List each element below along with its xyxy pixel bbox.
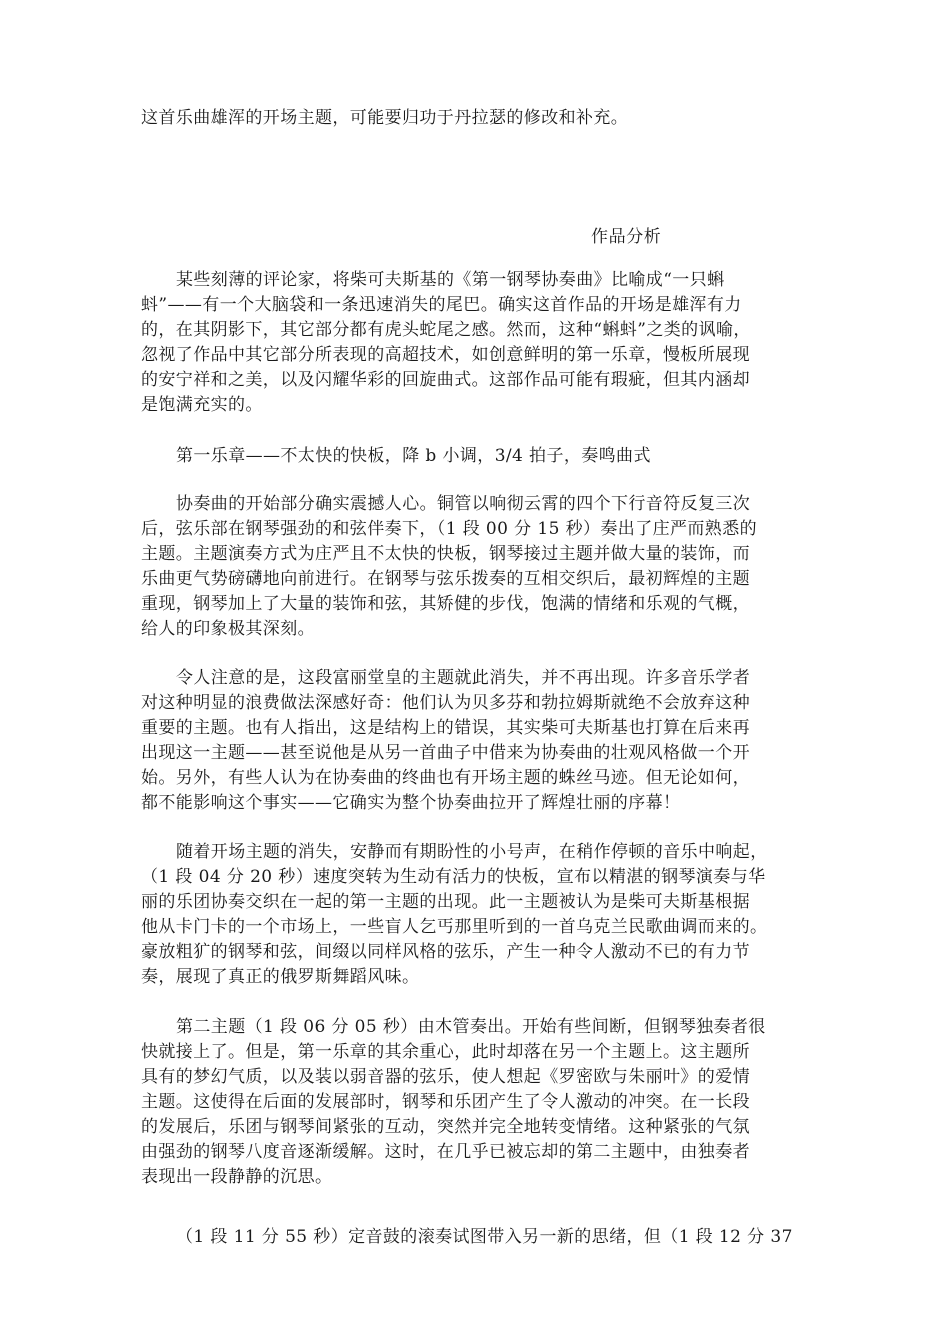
paragraph-line: 他从卡门卡的一个市场上，一些盲人乞丐那里听到的一首乌克兰民歌曲调而来的。 [141,917,768,937]
paragraph-line: 丽的乐团协奏交织在一起的第一主题的出现。此一主题被认为是柴可夫斯基根据 [141,892,750,912]
paragraph-line: 快就接上了。但是，第一乐章的其余重心，此时却落在另一个主题上。这主题所 [141,1042,750,1062]
paragraph-line: 对这种明显的浪费做法深感好奇：他们认为贝多芬和勃拉姆斯就绝不会放弃这种 [141,693,750,713]
paragraph-line: 忽视了作品中其它部分所表现的高超技术，如创意鲜明的第一乐章，慢板所展现 [141,345,750,365]
section-title: 作品分析 [591,227,662,247]
paragraph-line: 始。另外，有些人认为在协奏曲的终曲也有开场主题的蛛丝马迹。但无论如何， [141,768,750,788]
paragraph-line: 重要的主题。也有人指出，这是结构上的错误，其实柴可夫斯基也打算在后来再 [141,718,750,738]
paragraph-line: 的安宁祥和之美，以及闪耀华彩的回旋曲式。这部作品可能有瑕疵，但其内涵却 [141,370,750,390]
paragraph-line: 出现这一主题——甚至说他是从另一首曲子中借来为协奏曲的壮观风格做一个开 [141,743,750,763]
paragraph-line: 重现，钢琴加上了大量的装饰和弦，其矫健的步伐，饱满的情绪和乐观的气概， [141,594,750,614]
paragraph-line: 由强劲的钢琴八度音逐渐缓解。这时，在几乎已被忘却的第二主题中，由独奏者 [141,1142,750,1162]
paragraph-line: 某些刻薄的评论家，将柴可夫斯基的《第一钢琴协奏曲》比喻成“一只蝌 [176,270,725,290]
paragraph-line: 具有的梦幻气质，以及装以弱音器的弦乐，使人想起《罗密欧与朱丽叶》的爱情 [141,1067,750,1087]
paragraph-line: 奏，展现了真正的俄罗斯舞蹈风味。 [141,967,420,987]
paragraph-line: 令人注意的是，这段富丽堂皇的主题就此消失，并不再出现。许多音乐学者 [176,668,751,688]
movement-heading: 第一乐章——不太快的快板，降 b 小调，3/4 拍子，奏鸣曲式 [176,446,651,466]
paragraph-line: 主题。这使得在后面的发展部时，钢琴和乐团产生了令人激动的冲突。在一长段 [141,1092,750,1112]
paragraph-line: 的发展后，乐团与钢琴间紧张的互动，突然并完全地转变情绪。这种紧张的气氛 [141,1117,750,1137]
paragraph-line: 协奏曲的开始部分确实震撼人心。铜管以响彻云霄的四个下行音符反复三次 [176,494,751,514]
paragraph-line: 表现出一段静静的沉思。 [141,1167,333,1187]
paragraph-line: 给人的印象极其深刻。 [141,619,315,639]
paragraph-line: 后，弦乐部在钢琴强劲的和弦伴奏下，（1 段 00 分 15 秒）奏出了庄严而熟悉的 [141,519,757,539]
paragraph-line: （1 段 11 分 55 秒）定音鼓的滚奏试图带入另一新的思绪，但（1 段 12 分 37 [176,1227,793,1247]
paragraph-line: 是饱满充实的。 [141,395,263,415]
paragraph-line: 豪放粗犷的钢琴和弦，间缀以同样风格的弦乐，产生一种令人激动不已的有力节 [141,942,750,962]
paragraph-line: 随着开场主题的消失，安静而有期盼性的小号声，在稍作停顿的音乐中响起， [176,842,768,862]
paragraph-line: 都不能影响这个事实——它确实为整个协奏曲拉开了辉煌壮丽的序幕！ [141,793,681,813]
paragraph-line: 蚪”——有一个大脑袋和一条迅速消失的尾巴。确实这首作品的开场是雄浑有力 [141,295,742,315]
paragraph-line: 乐曲更气势磅礴地向前进行。在钢琴与弦乐拨奏的互相交织后，最初辉煌的主题 [141,569,750,589]
paragraph-line: 第二主题（1 段 06 分 05 秒）由木管奏出。开始有些间断，但钢琴独奏者很 [176,1017,766,1037]
paragraph-line: 主题。主题演奏方式为庄严且不太快的快板，钢琴接过主题并做大量的装饰，而 [141,544,750,564]
paragraph-line: （1 段 04 分 20 秒）速度突转为生动有活力的快板，宣布以精湛的钢琴演奏与华 [141,867,766,887]
opening-line: 这首乐曲雄浑的开场主题，可能要归功于丹拉瑟的修改和补充。 [141,108,629,128]
paragraph-line: 的，在其阴影下，其它部分都有虎头蛇尾之感。然而，这种“蝌蚪”之类的讽喻， [141,320,751,340]
